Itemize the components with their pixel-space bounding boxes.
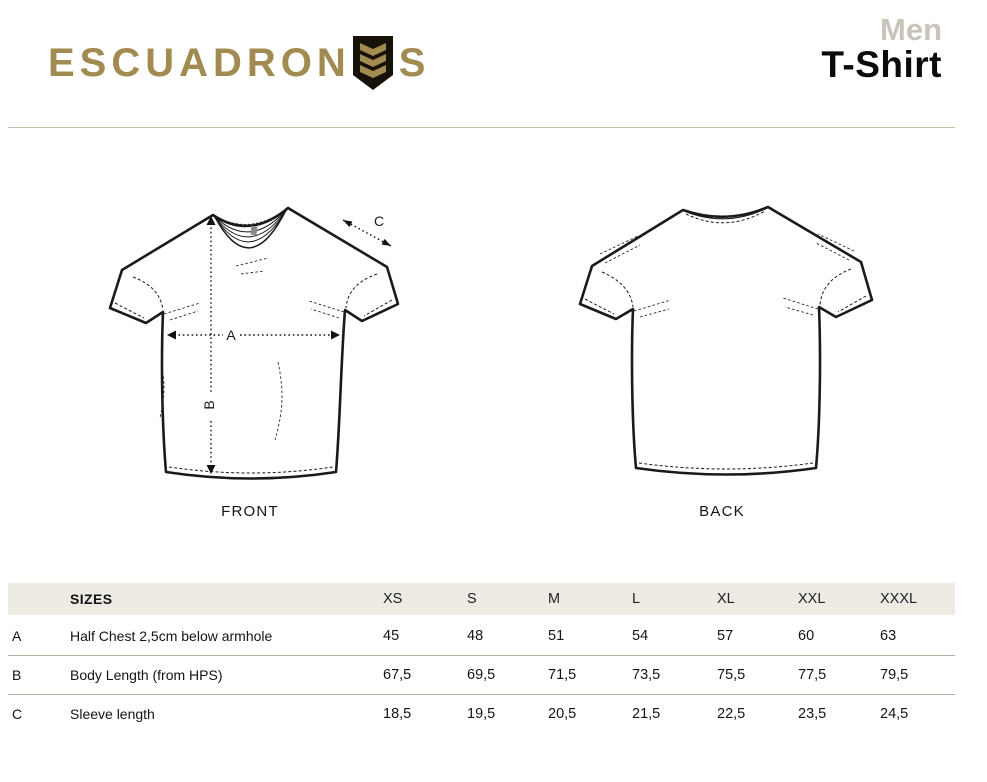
table-row-body-length xyxy=(8,656,955,694)
row-name: Sleeve length xyxy=(70,706,155,722)
product-title: T-Shirt xyxy=(821,44,942,85)
cell-value: 79,5 xyxy=(880,667,909,683)
tshirt-back-diagram xyxy=(572,192,882,492)
tshirt-front-diagram xyxy=(100,190,400,490)
row-name: Body Length (from HPS) xyxy=(70,667,223,683)
cell-value: 23,5 xyxy=(798,706,827,722)
cell-value: 73,5 xyxy=(632,667,661,683)
chevron-shield-icon xyxy=(352,35,394,91)
cell-value: 67,5 xyxy=(383,667,412,683)
front-caption: FRONT xyxy=(221,503,279,520)
size-header-m: M xyxy=(548,591,561,607)
cell-value: 71,5 xyxy=(548,667,577,683)
cell-value: 18,5 xyxy=(383,706,412,722)
cell-value: 57 xyxy=(717,628,734,644)
measure-a-label: A xyxy=(226,327,236,343)
cell-value: 21,5 xyxy=(632,706,661,722)
brand-name-prefix: ESCUADRON xyxy=(48,41,351,85)
size-header-l: L xyxy=(632,591,641,607)
cell-value: 54 xyxy=(632,628,649,644)
brand-logo xyxy=(48,34,430,92)
cell-value: 45 xyxy=(383,628,400,644)
table-row-sleeve-length xyxy=(8,695,955,733)
row-key: A xyxy=(12,628,22,644)
table-row-half-chest xyxy=(8,617,955,655)
cell-value: 48 xyxy=(467,628,484,644)
back-outline xyxy=(580,207,872,475)
size-header-xxxl: XXXL xyxy=(880,591,918,607)
header-divider xyxy=(8,127,955,128)
measure-c-arrow xyxy=(343,213,391,246)
size-header-s: S xyxy=(467,591,477,607)
size-header-xs: XS xyxy=(383,591,403,607)
cell-value: 60 xyxy=(798,628,815,644)
row-name: Half Chest 2,5cm below armhole xyxy=(70,628,273,644)
cell-value: 69,5 xyxy=(467,667,496,683)
category-label: Men xyxy=(880,12,942,47)
sizes-column-header: SIZES xyxy=(70,591,113,607)
brand-name-suffix: S xyxy=(398,41,431,85)
measure-b-label: B xyxy=(201,400,217,410)
cell-value: 77,5 xyxy=(798,667,827,683)
cell-value: 22,5 xyxy=(717,706,746,722)
cell-value: 20,5 xyxy=(548,706,577,722)
front-outline xyxy=(110,208,398,479)
size-table-header xyxy=(8,583,955,615)
cell-value: 51 xyxy=(548,628,565,644)
cell-value: 75,5 xyxy=(717,667,746,683)
cell-value: 63 xyxy=(880,628,897,644)
size-header-xxl: XXL xyxy=(798,591,826,607)
measure-c-label: C xyxy=(373,213,385,229)
size-header-xl: XL xyxy=(717,591,735,607)
cell-value: 19,5 xyxy=(467,706,496,722)
back-caption: BACK xyxy=(699,503,745,520)
cell-value: 24,5 xyxy=(880,706,909,722)
neck-label-tag xyxy=(250,226,257,236)
row-key: B xyxy=(12,667,22,683)
row-key: C xyxy=(12,706,23,722)
